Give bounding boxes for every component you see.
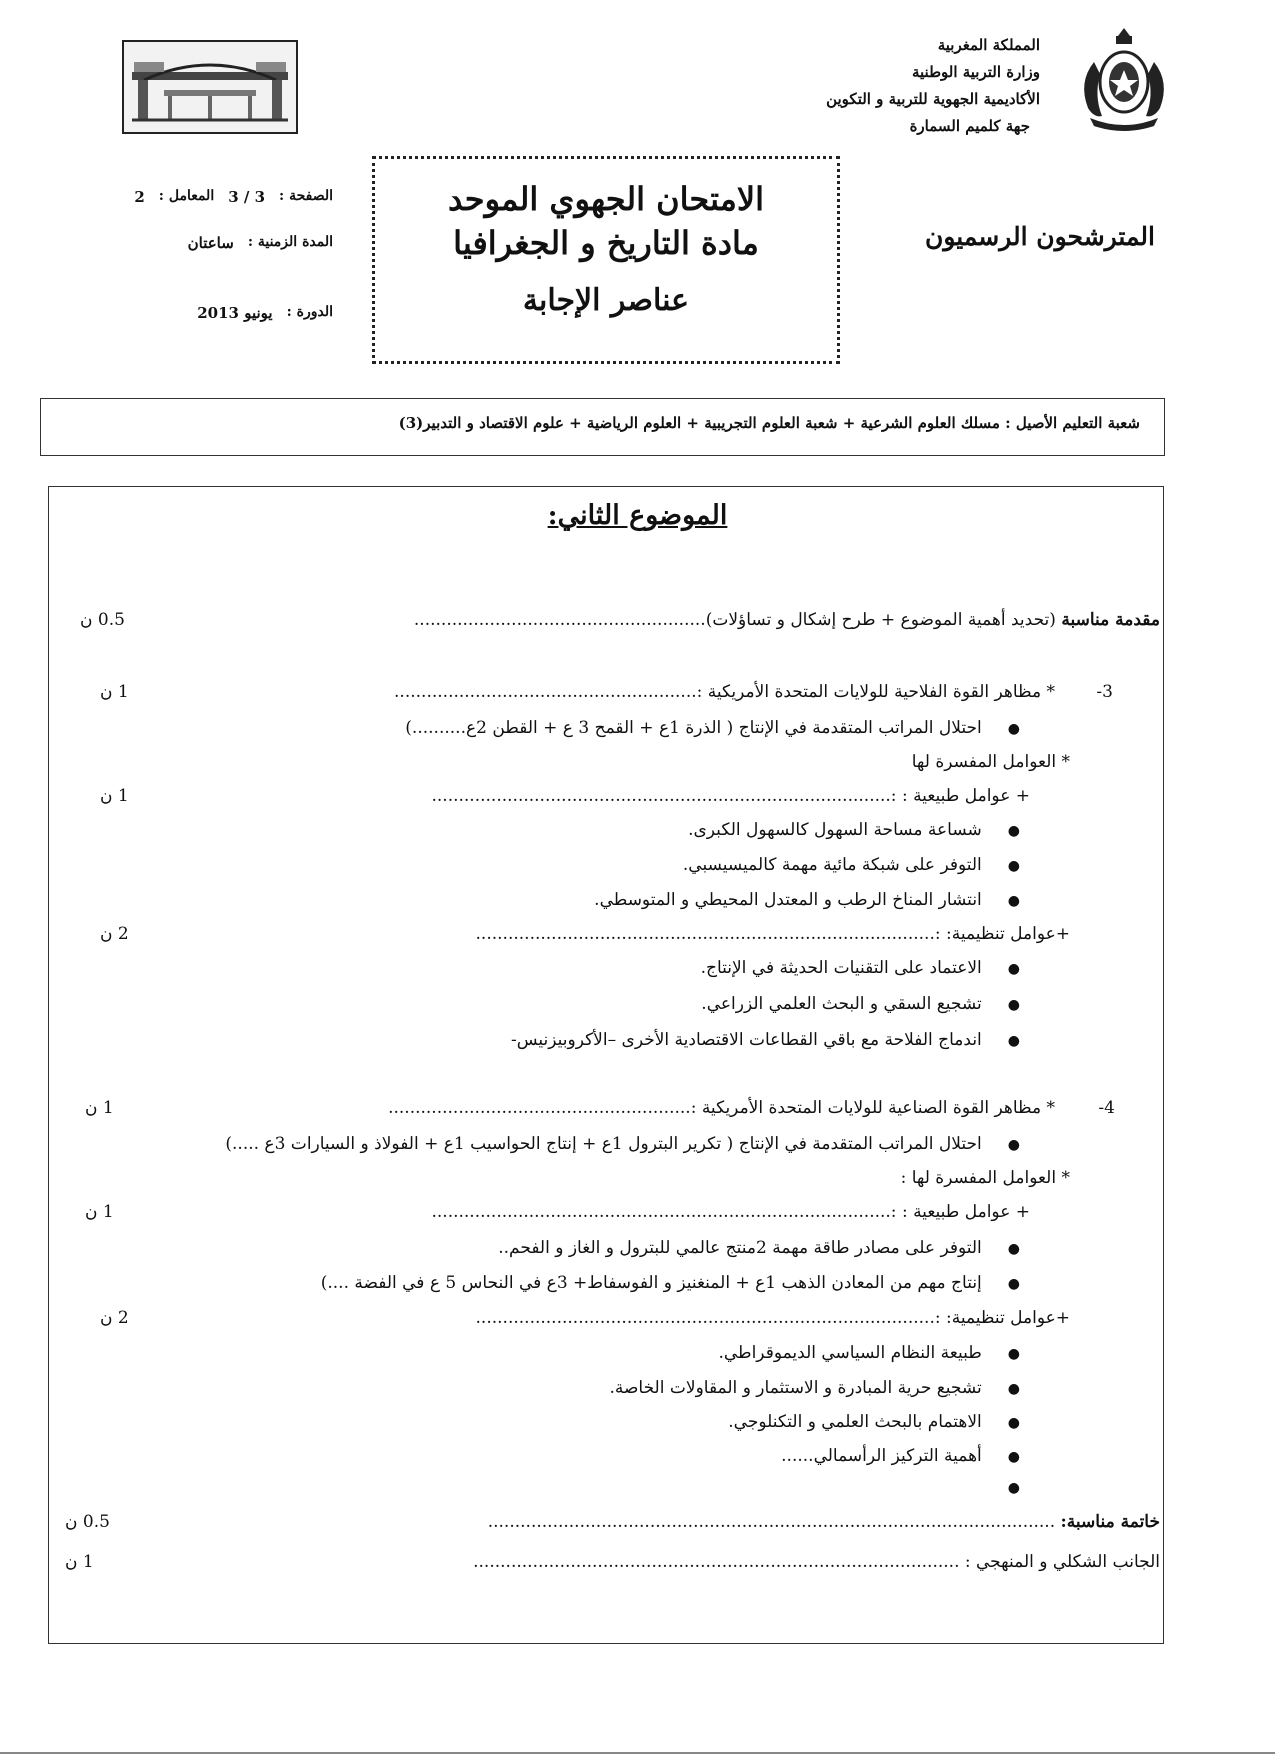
- section3-org-item-text: اندماج الفلاحة مع باقي القطاعات الاقتصادية الأخرى –الأكروبيزنيس-: [510, 1030, 982, 1050]
- section4-org-item: [609, 1378, 1020, 1398]
- section3-natural-item-text: شساعة مساحة السهول كالسهول الكبرى.: [688, 820, 982, 840]
- section3-natural-item: [683, 855, 1020, 875]
- section4-title: * مظاهر القوة الصناعية للولايات المتحدة الأمريكية :........................................................: [388, 1098, 1055, 1118]
- form-method-text: الجانب الشكلي و المنهجي : ..........................................................................................: [473, 1552, 1160, 1572]
- bullet-icon: ●: [1007, 1415, 1020, 1431]
- section3-title-score: 1 ن: [100, 682, 129, 702]
- section4-org-line: [100, 1308, 1070, 1328]
- bullet-icon: ●: [1007, 858, 1020, 874]
- section4-org-item-text: طبيعة النظام السياسي الديموقراطي.: [718, 1343, 982, 1363]
- bullet-icon: ●: [1007, 1449, 1020, 1465]
- bullet-icon: ●: [1007, 1480, 1020, 1496]
- section4-number: 4-: [1098, 1098, 1115, 1118]
- section4-org-score: 2 ن: [100, 1308, 129, 1328]
- exam-title-box: [372, 156, 840, 364]
- intro-score: 0.5 ن: [80, 610, 125, 630]
- section3-org-line: [100, 924, 1070, 944]
- section3-factors: * العوامل المفسرة لها: [911, 752, 1070, 772]
- page-info: [93, 188, 333, 206]
- section4-title-score: 1 ن: [85, 1098, 114, 1118]
- section3-production-item: [405, 718, 1020, 738]
- section4-org: +عوامل تنظيمية: :.....................................................................................: [475, 1308, 1070, 1328]
- exam-subject: مادة التاريخ و الجغرافيا: [453, 224, 759, 262]
- bullet-icon: ●: [1007, 893, 1020, 909]
- institution-line-region: جهة كلميم السمارة: [909, 117, 1030, 135]
- section4-org-item: [718, 1343, 1020, 1363]
- section4-production-item: [225, 1134, 1020, 1154]
- bullet-icon: ●: [1007, 823, 1020, 839]
- section4-title-line: [85, 1098, 1055, 1118]
- duration-label: المدة الزمنية :: [247, 234, 333, 250]
- section4-natural: + عوامل طبيعية : :.....................................................................................: [431, 1202, 1030, 1222]
- conclusion-text: .........................................................................................................: [487, 1512, 1061, 1532]
- institution-block: [720, 32, 1040, 140]
- intro-label: مقدمة مناسبة: [1061, 610, 1160, 630]
- session-info: [93, 304, 333, 322]
- streams-box: [40, 398, 1165, 456]
- scan-edge-rule: [0, 1752, 1275, 1754]
- section3-org-item-text: الاعتماد على التقنيات الحديثة في الإنتاج.: [700, 958, 982, 978]
- institution-line-ministry: وزارة التربية الوطنية: [911, 63, 1040, 81]
- section4-natural-item-text: إنتاج مهم من المعادن الذهب 1ع + المنغنيز و الفوسفاط+ 3ع في النحاس 5 ع في الفضة ....): [320, 1273, 982, 1293]
- conclusion-line: [65, 1512, 1160, 1532]
- intro-line: [80, 610, 1160, 630]
- section3-production-text: احتلال المراتب المتقدمة في الإنتاج ( الذرة 1ع + القمح 3 ع + القطن 2ع..........): [405, 718, 982, 738]
- royal-emblem-logo: [1070, 22, 1178, 132]
- section4-natural-score: 1 ن: [85, 1202, 114, 1222]
- section3-natural-item: [594, 890, 1020, 910]
- section4-org-item-text: الاهتمام بالبحث العلمي و التكنلوجي.: [728, 1412, 982, 1432]
- exam-title: الامتحان الجهوي الموحد: [448, 180, 764, 218]
- section4-org-item: [728, 1412, 1020, 1432]
- section4-org-item: [781, 1446, 1020, 1466]
- section3-number: 3-: [1096, 682, 1113, 702]
- section4-natural-item-text: التوفر على مصادر طاقة مهمة 2منتج عالمي للبترول و الغاز و الفحم..: [498, 1238, 982, 1258]
- section3-org-score: 2 ن: [100, 924, 129, 944]
- bullet-icon: ●: [1007, 721, 1020, 737]
- conclusion-score: 0.5 ن: [65, 1512, 110, 1532]
- bullet-icon: ●: [1007, 1346, 1020, 1362]
- section3-org: +عوامل تنظيمية: :.....................................................................................: [475, 924, 1070, 944]
- section3-org-item: [701, 958, 1020, 978]
- subject-heading: الموضوع الثاني:: [547, 500, 728, 531]
- section3-org-item: [511, 1030, 1020, 1050]
- bullet-icon: ●: [1007, 961, 1020, 977]
- institution-line-academy: الأكاديمية الجهوية للتربية و التكوين: [826, 90, 1040, 108]
- bullet-icon: ●: [1007, 997, 1020, 1013]
- duration-value: ساعتان: [187, 234, 234, 252]
- duration-info: [93, 234, 333, 252]
- bullet-icon: ●: [1007, 1241, 1020, 1257]
- section3-natural-line: [100, 786, 1030, 806]
- section4-org-item-text: تشجيع حرية المبادرة و الاستثمار و المقاولات الخاصة.: [609, 1378, 982, 1398]
- section4-factors: * العوامل المفسرة لها :: [900, 1168, 1070, 1188]
- session-value: يونيو 2013: [197, 304, 273, 322]
- section4-natural-line: [85, 1202, 1030, 1222]
- page-value: 3 / 3: [228, 188, 266, 206]
- section4-production-text: احتلال المراتب المتقدمة في الإنتاج ( تكرير البترول 1ع + إنتاج الحواسيب 1ع + الفولاذ و السيارات 3ع .....): [225, 1134, 982, 1154]
- section3-natural-item-text: التوفر على شبكة مائية مهمة كالميسيسبي.: [682, 855, 982, 875]
- answer-key-title: عناصر الإجابة: [522, 283, 690, 318]
- section3-natural: + عوامل طبيعية : :.....................................................................................: [431, 786, 1030, 806]
- candidates-label: المترشحون الرسميون: [925, 222, 1155, 251]
- section3-org-item-text: تشجيع السقي و البحث العلمي الزراعي.: [701, 994, 982, 1014]
- section4-org-item-text: أهمية التركيز الرأسمالي......: [781, 1446, 982, 1466]
- section3-org-item: [701, 994, 1020, 1014]
- form-method-line: [65, 1552, 1160, 1572]
- coefficient-label: المعامل :: [158, 188, 215, 204]
- section3-title: * مظاهر القوة الفلاحية للولايات المتحدة الأمريكية :........................................................: [394, 682, 1055, 702]
- section4-natural-item: [498, 1238, 1020, 1258]
- form-method-score: 1 ن: [65, 1552, 94, 1572]
- section3-title-line: [100, 682, 1055, 702]
- page-label: الصفحة :: [279, 188, 333, 204]
- conclusion-label: خاتمة مناسبة:: [1060, 1512, 1160, 1532]
- bullet-icon: ●: [1007, 1381, 1020, 1397]
- section3-natural-score: 1 ن: [100, 786, 129, 806]
- academy-building-image: [122, 40, 298, 134]
- coefficient-value: 2: [134, 188, 145, 206]
- section3-natural-item-text: انتشار المناخ الرطب و المعتدل المحيطي و المتوسطي.: [594, 890, 982, 910]
- intro-text: (تحديد أهمية الموضوع + طرح إشكال و تساؤلات)......................................................: [413, 610, 1062, 630]
- bullet-icon: ●: [1007, 1033, 1020, 1049]
- section4-org-item-empty: [982, 1480, 1020, 1496]
- streams-text: شعبة التعليم الأصيل : مسلك العلوم الشرعية + شعبة العلوم التجريبية + العلوم الرياضية + علوم الاقتصاد و التدبير(3): [398, 414, 1140, 432]
- session-label: الدورة :: [286, 304, 333, 320]
- section3-natural-item: [688, 820, 1020, 840]
- institution-line-kingdom: المملكة المغربية: [937, 36, 1040, 54]
- answer-box: [48, 486, 1164, 1644]
- bullet-icon: ●: [1007, 1137, 1020, 1153]
- bullet-icon: ●: [1007, 1276, 1020, 1292]
- section4-natural-item: [321, 1273, 1020, 1293]
